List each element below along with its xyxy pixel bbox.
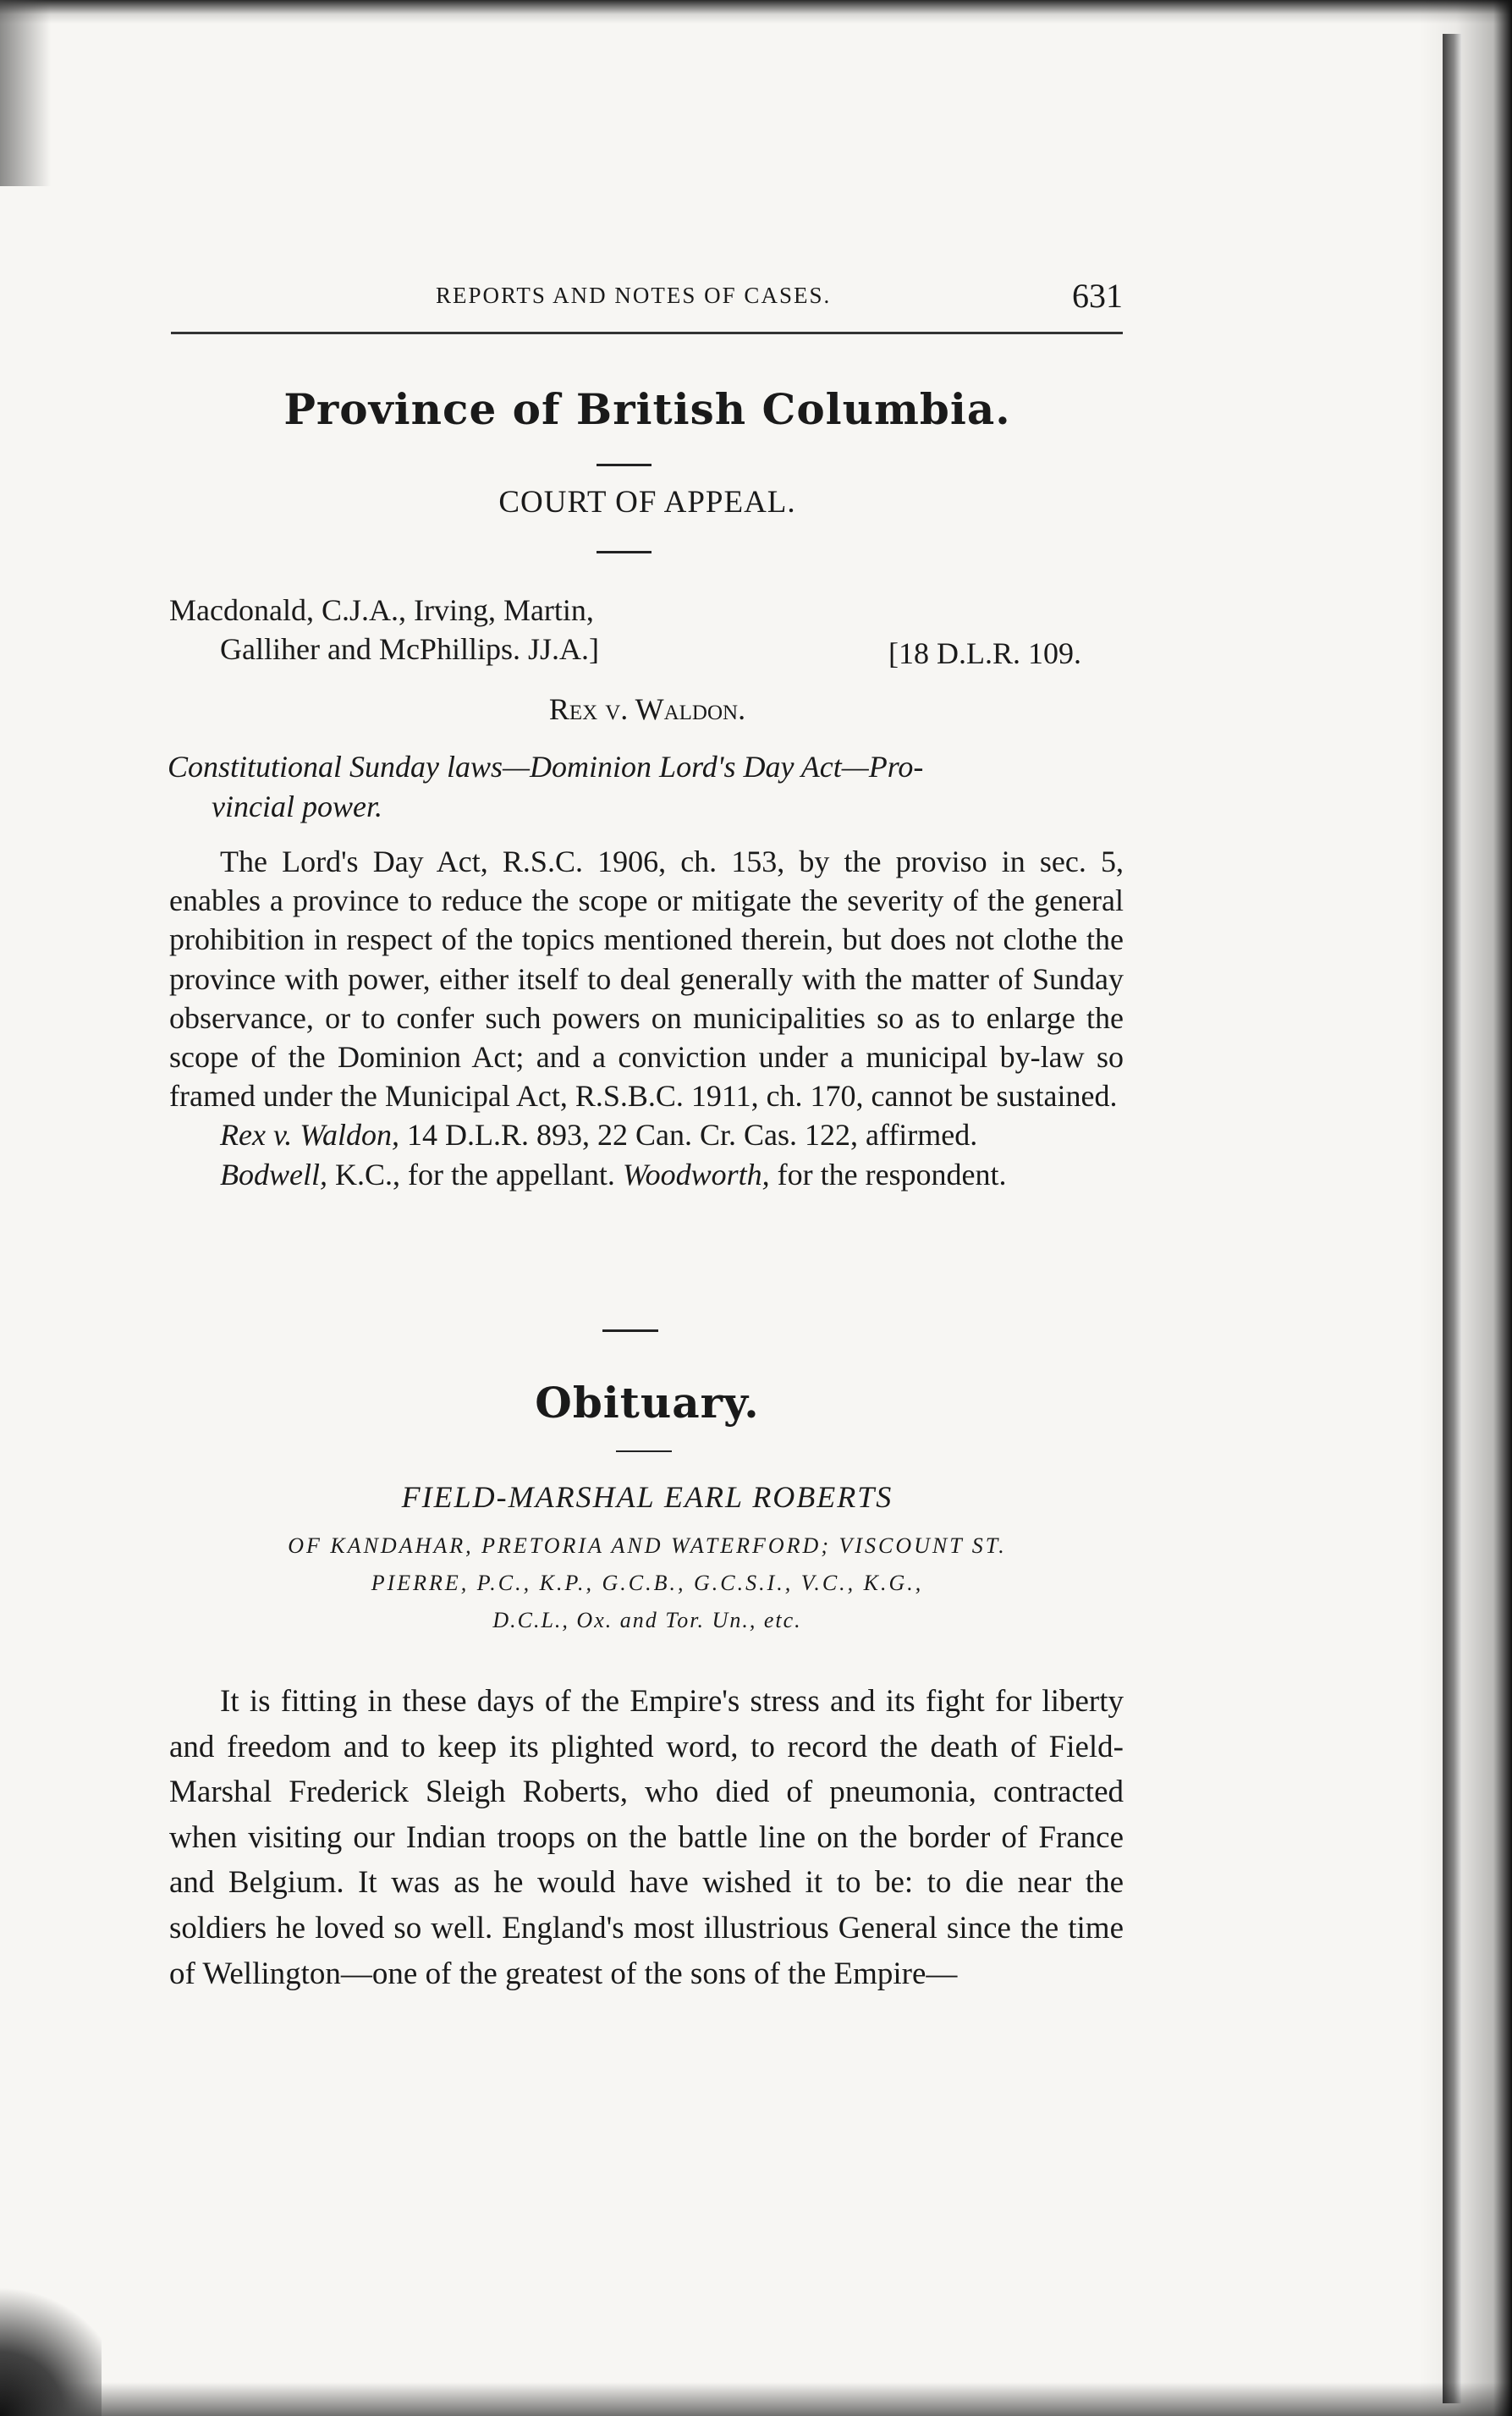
case-name: Rex v. Waldon. bbox=[548, 692, 746, 726]
judges-line-1: Macdonald, C.J.A., Irving, Martin, bbox=[169, 593, 594, 627]
affirmed-case: Rex v. Waldon, bbox=[220, 1118, 399, 1153]
scan-edge-right bbox=[1419, 0, 1512, 2416]
counsel-appellant-rest: K.C., for the appellant. bbox=[334, 1157, 615, 1191]
obituary-titles-1: OF KANDAHAR, PRETORIA AND WATERFORD; VISCOUNT ST. bbox=[288, 1533, 1007, 1558]
obituary-heading: Obituary. bbox=[535, 1378, 760, 1428]
scan-edge-top bbox=[0, 0, 1512, 24]
affirmed-line bbox=[169, 1115, 1124, 1154]
running-title: REPORTS AND NOTES OF CASES. bbox=[436, 283, 832, 308]
running-head bbox=[169, 276, 1123, 318]
catchwords-line-1: Constitutional Sunday laws—Dominion Lord's Day Act—Pro- bbox=[168, 750, 924, 784]
obituary-paragraph: It is fitting in these days of the Empire's stress and its fight for liberty and freedom and to keep its plighted word, to record the death of Field-Marshal Frederick Sleigh Roberts, who died of pneumonia, contracted when visiting our Indian troops on the battle line on the border of France and Belgium. It was as he would have wished it to be: to die near the soldiers he loved so well. England's most illustrious General since the time of Wellington—one of the greatest of the sons of the Empire— bbox=[169, 1684, 1124, 1991]
divider bbox=[597, 464, 652, 466]
citation: [18 D.L.R. 109. bbox=[888, 636, 1081, 670]
page-number: 631 bbox=[1072, 277, 1123, 315]
scan-edge-bottom bbox=[0, 2382, 1512, 2416]
divider bbox=[602, 1329, 658, 1332]
headnote bbox=[169, 842, 1124, 1194]
counsel-appellant-name: Bodwell, bbox=[220, 1157, 327, 1191]
divider bbox=[597, 551, 652, 553]
scan-corner-shadow bbox=[0, 2264, 102, 2416]
court-name: COURT OF APPEAL. bbox=[498, 485, 796, 520]
obituary-titles-2: PIERRE, P.C., K.P., G.C.B., G.C.S.I., V.C., K.G., bbox=[371, 1571, 924, 1595]
divider bbox=[616, 1450, 672, 1452]
scan-edge-left bbox=[0, 0, 51, 186]
judges-line-2: Galliher and McPhillips. JJ.A.] bbox=[220, 632, 599, 666]
header-rule bbox=[171, 332, 1123, 334]
obituary-name: FIELD-MARSHAL EARL ROBERTS bbox=[401, 1480, 893, 1514]
catchwords-line-2: vincial power. bbox=[212, 790, 382, 823]
headnote-text: The Lord's Day Act, R.S.C. 1906, ch. 153, by the proviso in sec. 5, enables a province to reduce the scope or mitigate the severity of the general prohibition in respect of the topics mentioned therein, but does not clothe the province with power, either itself to deal generally with the matter of Sunday observance, or to confer such powers on municipalities so as to enlarge the scope of the Dominion Act; and a conviction under a municipal by-law so framed under the Municipal Act, R.S.B.C. 1911, ch. 170, cannot be sustained. bbox=[169, 845, 1124, 1114]
affirmed-rest: 14 D.L.R. 893, 22 Can. Cr. Cas. 122, affirmed. bbox=[406, 1118, 978, 1153]
obituary-titles-3: D.C.L., Ox. and Tor. Un., etc. bbox=[492, 1608, 802, 1632]
counsel-respondent-rest: for the respondent. bbox=[777, 1157, 1007, 1191]
counsel-respondent-name: Woodworth, bbox=[622, 1157, 770, 1191]
scan-binding-shadow bbox=[1443, 34, 1461, 2403]
province-heading: Province of British Columbia. bbox=[283, 384, 1011, 434]
obituary-paragraph-block bbox=[169, 1679, 1124, 1996]
counsel-line bbox=[169, 1155, 1124, 1194]
